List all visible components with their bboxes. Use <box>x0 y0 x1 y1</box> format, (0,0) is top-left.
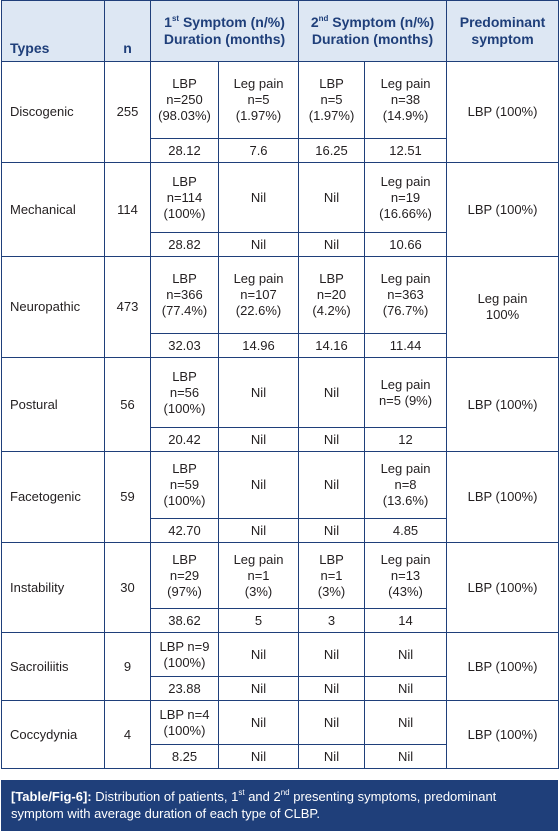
duration-cell: 4.85 <box>365 519 447 543</box>
duration-cell: 28.12 <box>151 139 219 163</box>
symptom-cell: Leg pain n=5 (9%) <box>365 358 447 428</box>
symptom-cell: LBP n=59 (100%) <box>151 452 219 519</box>
table-row <box>2 633 559 677</box>
symptom-cell: LBP n=250 (98.03%) <box>151 62 219 139</box>
header-row <box>2 1 559 62</box>
n-cell: 255 <box>105 62 151 163</box>
predominant-cell: LBP (100%) <box>447 358 559 452</box>
table-row <box>2 452 559 519</box>
duration-cell: Nil <box>365 677 447 701</box>
header-second-symptom: 2nd Symptom (n/%) Duration (months) <box>299 1 447 62</box>
predominant-cell: Leg pain 100% <box>447 257 559 358</box>
type-cell: Coccydynia <box>2 701 105 769</box>
type-cell: Mechanical <box>2 163 105 257</box>
duration-cell: Nil <box>365 745 447 769</box>
header-n: n <box>105 1 151 62</box>
duration-cell: 10.66 <box>365 233 447 257</box>
symptom-cell: Nil <box>219 163 299 233</box>
n-cell: 4 <box>105 701 151 769</box>
symptom-cell: LBP n=9 (100%) <box>151 633 219 677</box>
symptom-cell: Nil <box>365 633 447 677</box>
duration-cell: Nil <box>299 428 365 452</box>
header-predominant: Predominant symptom <box>447 1 559 62</box>
symptom-cell: LBP n=114 (100%) <box>151 163 219 233</box>
symptom-cell: LBP n=366 (77.4%) <box>151 257 219 334</box>
symptom-cell: Nil <box>299 358 365 428</box>
n-cell: 59 <box>105 452 151 543</box>
duration-cell: 14.16 <box>299 334 365 358</box>
duration-cell: 3 <box>299 609 365 633</box>
symptom-cell: Leg pain n=8 (13.6%) <box>365 452 447 519</box>
symptom-cell: Nil <box>219 701 299 745</box>
table-body <box>2 62 559 769</box>
duration-cell: 20.42 <box>151 428 219 452</box>
symptom-cell: LBP n=4 (100%) <box>151 701 219 745</box>
n-cell: 56 <box>105 358 151 452</box>
duration-cell: 14.96 <box>219 334 299 358</box>
duration-cell: Nil <box>219 233 299 257</box>
symptom-cell: LBP n=5 (1.97%) <box>299 62 365 139</box>
duration-cell: Nil <box>299 745 365 769</box>
table-row <box>2 257 559 334</box>
predominant-cell: LBP (100%) <box>447 543 559 633</box>
type-cell: Neuropathic <box>2 257 105 358</box>
table-row <box>2 543 559 609</box>
n-cell: 30 <box>105 543 151 633</box>
type-cell: Instability <box>2 543 105 633</box>
duration-cell: 14 <box>365 609 447 633</box>
duration-cell: 16.25 <box>299 139 365 163</box>
symptom-cell: Leg pain n=107 (22.6%) <box>219 257 299 334</box>
duration-cell: Nil <box>219 519 299 543</box>
predominant-cell: LBP (100%) <box>447 633 559 701</box>
type-cell: Sacroiliitis <box>2 633 105 701</box>
type-cell: Discogenic <box>2 62 105 163</box>
table-row <box>2 701 559 745</box>
symptom-cell: Nil <box>219 358 299 428</box>
table-caption: [Table/Fig-6]: Distribution of patients, 1st and 2nd presenting symptoms, predominant symptom with average duration of each type of CLBP. <box>1 780 558 831</box>
symptom-cell: Nil <box>299 633 365 677</box>
predominant-cell: LBP (100%) <box>447 62 559 163</box>
type-cell: Facetogenic <box>2 452 105 543</box>
symptom-cell: Nil <box>219 633 299 677</box>
duration-cell: 11.44 <box>365 334 447 358</box>
symptom-cell: LBP n=56 (100%) <box>151 358 219 428</box>
symptom-cell: Nil <box>299 163 365 233</box>
results-table <box>1 0 559 769</box>
duration-cell: Nil <box>219 745 299 769</box>
symptom-cell: Nil <box>365 701 447 745</box>
duration-cell: 8.25 <box>151 745 219 769</box>
header-types: Types <box>2 1 105 62</box>
symptom-cell: Nil <box>299 452 365 519</box>
symptom-cell: Leg pain n=363 (76.7%) <box>365 257 447 334</box>
header-first-symptom: 1st Symptom (n/%) Duration (months) <box>151 1 299 62</box>
symptom-cell: Leg pain n=19 (16.66%) <box>365 163 447 233</box>
symptom-cell: LBP n=20 (4.2%) <box>299 257 365 334</box>
symptom-cell: LBP n=1 (3%) <box>299 543 365 609</box>
symptom-cell: Leg pain n=13 (43%) <box>365 543 447 609</box>
predominant-cell: LBP (100%) <box>447 163 559 257</box>
symptom-cell: Leg pain n=38 (14.9%) <box>365 62 447 139</box>
predominant-cell: LBP (100%) <box>447 701 559 769</box>
duration-cell: 5 <box>219 609 299 633</box>
table-row <box>2 62 559 139</box>
symptom-cell: Nil <box>219 452 299 519</box>
n-cell: 114 <box>105 163 151 257</box>
duration-cell: Nil <box>299 519 365 543</box>
duration-cell: 38.62 <box>151 609 219 633</box>
n-cell: 473 <box>105 257 151 358</box>
type-cell: Postural <box>2 358 105 452</box>
table-row <box>2 163 559 233</box>
symptom-cell: Nil <box>299 701 365 745</box>
symptom-cell: Leg pain n=5 (1.97%) <box>219 62 299 139</box>
duration-cell: Nil <box>219 428 299 452</box>
duration-cell: 23.88 <box>151 677 219 701</box>
duration-cell: 42.70 <box>151 519 219 543</box>
predominant-cell: LBP (100%) <box>447 452 559 543</box>
n-cell: 9 <box>105 633 151 701</box>
symptom-cell: Leg pain n=1 (3%) <box>219 543 299 609</box>
symptom-cell: LBP n=29 (97%) <box>151 543 219 609</box>
duration-cell: Nil <box>219 677 299 701</box>
duration-cell: Nil <box>299 233 365 257</box>
duration-cell: 12 <box>365 428 447 452</box>
table-row <box>2 358 559 428</box>
duration-cell: 7.6 <box>219 139 299 163</box>
duration-cell: 32.03 <box>151 334 219 358</box>
duration-cell: Nil <box>299 677 365 701</box>
duration-cell: 28.82 <box>151 233 219 257</box>
duration-cell: 12.51 <box>365 139 447 163</box>
